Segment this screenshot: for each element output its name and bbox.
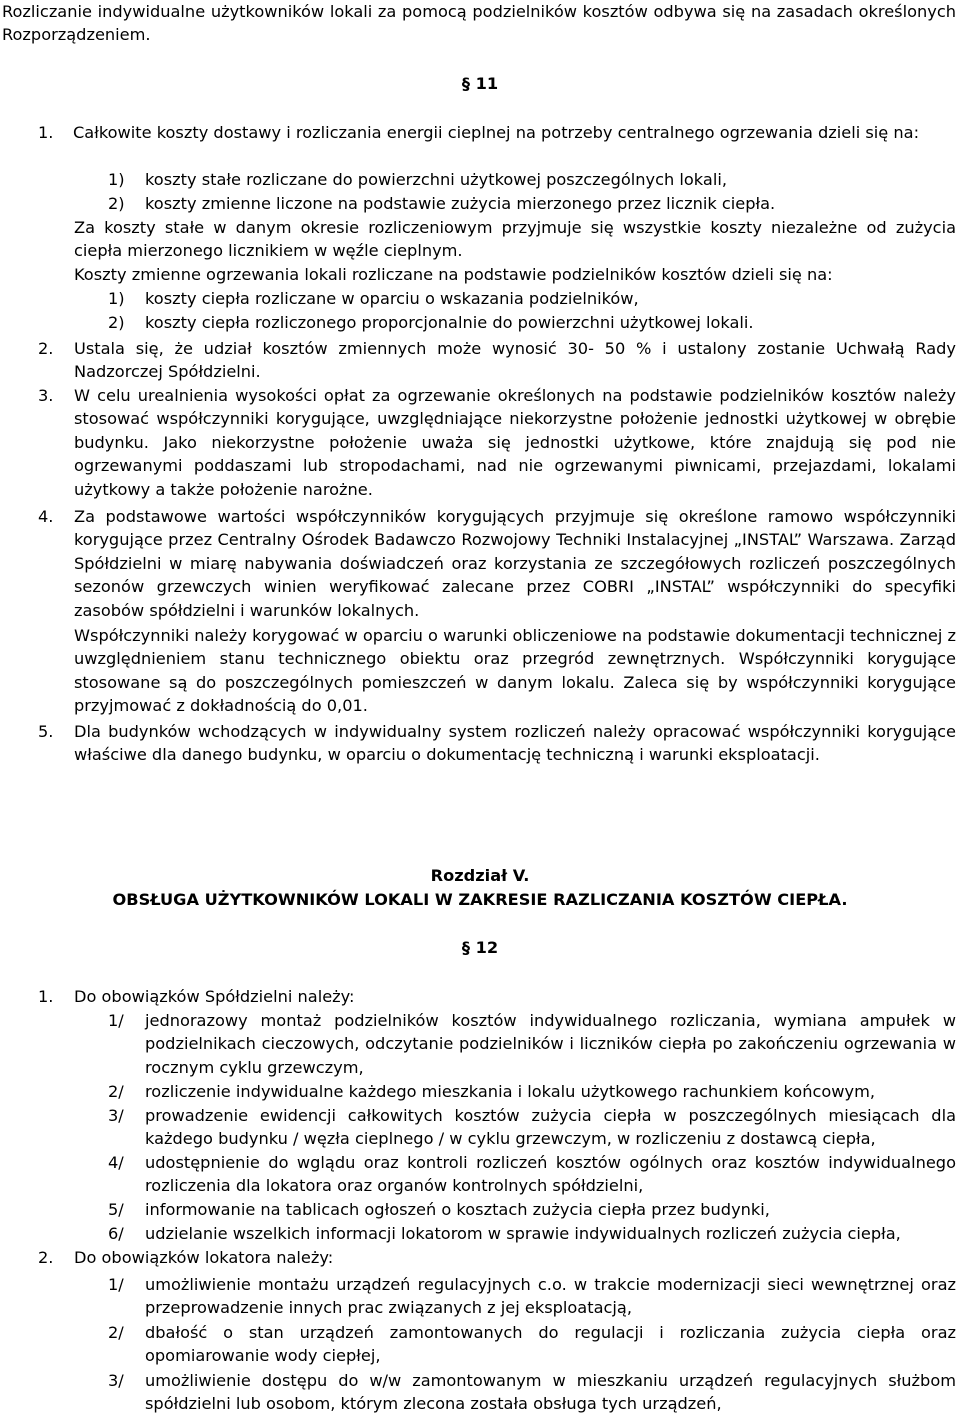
s12-p2-item-3: umożliwienie dostępu do w/w zamontowanym w mieszkaniu urządzeń regulacyjnych służbom spółdzielni lub osobom, którym zlecona została obsługa tych urządzeń, (145, 1371, 956, 1414)
s12-p1-item-1: jednorazowy montaż podzielników kosztów indywidualnego rozliczania, wymiana ampułek w podzielnikach cieczowych, odczytanie podzielników i liczników ciepła po zakończeniu ogrzewania w rocznym cyklu grzewczym, (145, 1011, 956, 1077)
s11-variable-item-2: koszty ciepła rozliczonego proporcjonalnie do powierzchni użytkowej lokali. (145, 313, 754, 332)
s12-p2-item-2-number: 2/ (108, 1323, 124, 1342)
s12-p2-item-3-number: 3/ (108, 1371, 124, 1390)
s11-p3-number: 3. (38, 386, 54, 405)
s11-p5-text: Dla budynków wchodzących w indywidualny system rozliczeń należy opracować współczynniki korygujące właściwe dla danego budynku, w oparciu o dokumentację techniczną i warunki eksploatacji. (74, 722, 956, 765)
s12-p2-item-1: umożliwienie montażu urządzeń regulacyjnych c.o. w trakcie modernizacji sieci wewnętrznej oraz przeprowadzenie innych prac związanych z jej eksploatacją, (145, 1275, 956, 1318)
s11-variable-item-1-number: 1) (108, 289, 125, 308)
intro-paragraph: Rozliczanie indywidualne użytkowników lokali za pomocą podzielników kosztów odbywa się na zasadach określonych Rozporządzeniem. (2, 2, 956, 45)
s11-variable-item-1: koszty ciepła rozliczane w oparciu o wskazania podzielników, (145, 289, 639, 308)
s12-p2-text: Do obowiązków lokatora należy: (74, 1248, 334, 1267)
s11-p4-number: 4. (38, 507, 54, 526)
s11-p4-text: Za podstawowe wartości współczynników korygujących przyjmuje się określone ramowo współczynniki korygujące przez Centralny Ośrodek Badawczo Rozwojowy Techniki Instalacyjnej „INSTAL” Warszawa. Zarząd Spółdzielni w miarę nabywania doświadczeń oraz korzystania ze szczegółowych rozliczeń poszczególnych sezonów grzewczych winien weryfikować zalecane przez COBRI „INSTAL” współczynniki do specyfiki zasobów spółdzielni i warunków lokalnych. (74, 507, 956, 620)
s12-p1-item-3: prowadzenie ewidencji całkowitych kosztów zużycia ciepła w poszczególnych miesiącach dla każdego budynku / węzła cieplnego / w cyklu grzewczym, w rozliczeniu z dostawcą ciepła, (145, 1106, 956, 1149)
chapter-title: Rozdział V. (430, 866, 530, 885)
s11-p2-text: Ustala się, że udział kosztów zmiennych może wynosić 30- 50 % i ustalony zostanie Uchwałą Rady Nadzorczej Spółdzielni. (74, 339, 956, 382)
s11-variable-costs-intro: Koszty zmienne ogrzewania lokali rozliczane na podstawie podzielników kosztów dzieli się na: (74, 265, 833, 284)
s11-p1-item-2: koszty zmienne liczone na podstawie zużycia mierzonego przez licznik ciepła. (145, 194, 776, 213)
s11-p2-number: 2. (38, 339, 54, 358)
s12-p2-item-2: dbałość o stan urządzeń zamontowanych do regulacji i rozliczania zużycia ciepła oraz opomiarowanie wody ciepłej, (145, 1323, 956, 1366)
s12-p1-item-3-number: 3/ (108, 1106, 124, 1125)
s12-p1-item-1-number: 1/ (108, 1011, 124, 1030)
s12-p1-item-4: udostępnienie do wglądu oraz kontroli rozliczeń kosztów ogólnych oraz kosztów indywidualnego rozliczenia dla lokatora oraz organów kontrolnych spółdzielni, (145, 1153, 956, 1196)
s12-p1-item-4-number: 4/ (108, 1153, 124, 1172)
s11-p1-item-2-number: 2) (108, 194, 125, 213)
s11-p1-text: Całkowite koszty dostawy i rozliczania energii cieplnej na potrzeby centralnego ogrzewania dzieli się na: (73, 123, 920, 142)
s12-p1-item-5-number: 5/ (108, 1200, 124, 1219)
s11-variable-item-2-number: 2) (108, 313, 125, 332)
s12-p2-number: 2. (38, 1248, 54, 1267)
s12-p1-item-6: udzielanie wszelkich informacji lokatorom w sprawie indywidualnych rozliczeń zużycia ciepła, (145, 1224, 901, 1243)
s12-p1-item-2: rozliczenie indywidualne każdego mieszkania i lokalu użytkowego rachunkiem końcowym, (145, 1082, 875, 1101)
s11-p3-text: W celu urealnienia wysokości opłat za ogrzewanie określonych na podstawie podzielników kosztów należy stosować współczynniki korygujące, uwzględniające niekorzystne położenie jednostki użytkowej w obrębie budynku. Jako niekorzystne położenie uważa się jednostki użytkowe, które znajdują się pod nie ogrzewanymi poddaszami lub stropodachami, nad nie ogrzewanymi piwnicami, przejazdami, lokalami użytkowy a także położenie narożne. (74, 386, 956, 499)
chapter-subtitle: OBSŁUGA UŻYTKOWNIKÓW LOKALI W ZAKRESIE RAZLICZANIA KOSZTÓW CIEPŁA. (112, 890, 848, 909)
s12-p1-item-6-number: 6/ (108, 1224, 124, 1243)
s11-p1-number: 1. (38, 123, 54, 142)
s12-p1-text: Do obowiązków Spółdzielni należy: (74, 987, 355, 1006)
s12-p1-item-2-number: 2/ (108, 1082, 124, 1101)
s11-fixed-costs-paragraph: Za koszty stałe w danym okresie rozliczeniowym przyjmuje się wszystkie koszty niezależne od zużycia ciepła mierzonego licznikiem w węźle cieplnym. (74, 218, 956, 261)
section-11-heading: § 11 (461, 74, 499, 93)
s11-p1-item-1: koszty stałe rozliczane do powierzchni użytkowej poszczególnych lokali, (145, 170, 727, 189)
s11-p4-text-continued: Współczynniki należy korygować w oparciu o warunki obliczeniowe na podstawie dokumentacji technicznej z uwzględnieniem stanu technicznego obiektu oraz przegród zewnętrznych. Współczynniki korygujące stosowane są do poszczególnych pomieszczeń w danym lokalu. Zaleca się by współczynniki korygujące przyjmować z dokładnością do 0,01. (74, 626, 956, 716)
s12-p1-item-5: informowanie na tablicach ogłoszeń o kosztach zużycia ciepła przez budynki, (145, 1200, 770, 1219)
s11-p1-item-1-number: 1) (108, 170, 125, 189)
s12-p1-number: 1. (38, 987, 54, 1006)
s11-p5-number: 5. (38, 722, 54, 741)
section-12-heading: § 12 (461, 938, 499, 957)
s12-p2-item-1-number: 1/ (108, 1275, 124, 1294)
